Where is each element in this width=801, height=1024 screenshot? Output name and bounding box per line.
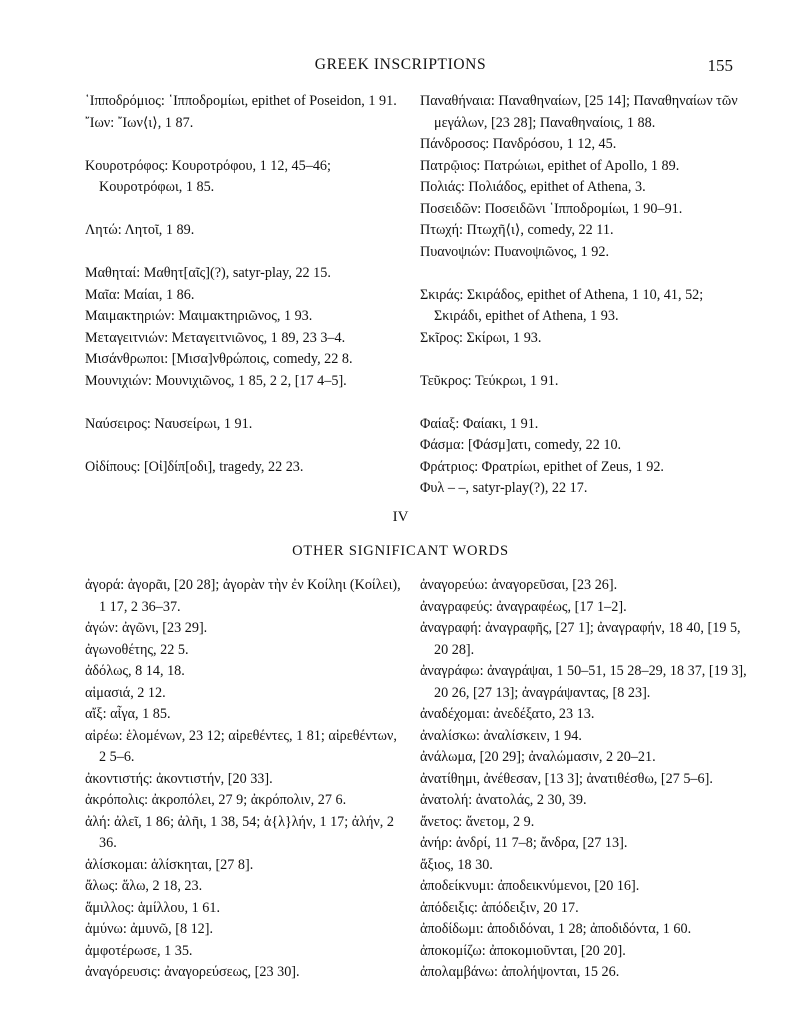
index-entry: ἀπολαμβάνω: ἀπολήψονται, 15 26.	[420, 964, 620, 980]
index-entry: ἅμιλλος: ἁμίλλου, 1 61.	[85, 899, 221, 916]
index-entry: ἀνατολή: ἀνατολάς, 2 30, 39.	[420, 792, 587, 808]
words-column-left	[85, 575, 405, 984]
index-entry: ἀναγράφω: ἀναγράψαι, 1 50–51, 15 28–29, 18 37, [19 3], 20 26, [27 13]; ἀναγράψαντας, [8 23].	[420, 663, 747, 701]
index-entry: ἀδόλως, 8 14, 18.	[85, 663, 185, 679]
index-entry: Μεταγειτνιών: Μεταγειτνιῶνος, 1 89, 23 3–4.	[85, 329, 346, 346]
index-entry: Φράτριος: Φρατρίωι, epithet of Zeus, 1 92.	[420, 458, 664, 475]
index-entry: ἀναγορεύω: ἀναγορεῦσαι, [23 26].	[420, 577, 618, 593]
index-entry: Τεῦκρος: Τεύκρωι, 1 91.	[420, 372, 559, 389]
index-entry: ἄλως: ἅλω, 2 18, 23.	[85, 878, 203, 894]
index-entry: ῾Ιπποδρόμιος: ῾Ιπποδρομίωι, epithet of Poseidon, 1 91.	[85, 93, 397, 109]
index-entry: ἀναγόρευσις: ἀναγορεύσεως, [23 30].	[85, 964, 300, 980]
index-entry: ἀναγραφή: ἀναγραφῆς, [27 1]; ἀναγραφήν, 18 40, [19 5, 20 28].	[420, 620, 741, 658]
index-entry: Μαιμακτηριών: Μαιμακτηριῶνος, 1 93.	[85, 308, 313, 324]
index-entry: Πυανοψιών: Πυανοψιῶνος, 1 92.	[420, 243, 609, 260]
index-entry: ἄξιος, 18 30.	[420, 856, 493, 873]
index-entry: ἀκρόπολις: ἀκροπόλει, 27 9; ἀκρόπολιν, 27 6.	[85, 792, 347, 808]
index-entry: ἀμφοτέρωσε, 1 35.	[85, 942, 193, 959]
index-entry: Πτωχή: Πτωχῆ⟨ι⟩, comedy, 22 11.	[420, 222, 614, 238]
index-entry: ἁλίσκομαι: ἁλίσκηται, [27 8].	[85, 856, 254, 873]
index-entry: ἀνήρ: ἀνδρί, 11 7–8; ἄνδρα, [27 13].	[420, 835, 628, 851]
index-entry: ἀγών: ἀγῶνι, [23 29].	[85, 620, 208, 636]
index-entry: ἀναδέχομαι: ἀνεδέξατο, 23 13.	[420, 706, 595, 722]
index-entry: ἀπόδειξις: ἀπόδειξιν, 20 17.	[420, 899, 579, 916]
index-entry: ἀκοντιστής: ἀκοντιστήν, [20 33].	[85, 770, 273, 787]
index-entry: Μουνιχιών: Μουνιχιῶνος, 1 85, 2 2, [17 4–5].	[85, 372, 347, 389]
index-entry: Φυλ – –, satyr-play(?), 22 17.	[420, 480, 588, 496]
index-entry: αἴξ: αἶγα, 1 85.	[85, 706, 171, 722]
index-entry: ἀναγραφεύς: ἀναγραφέως, [17 1–2].	[420, 598, 627, 615]
running-title: GREEK INSCRIPTIONS	[314, 56, 487, 73]
page-header	[0, 56, 801, 78]
index-entry: Σκιράς: Σκιράδος, epithet of Athena, 1 10, 41, 52; Σκιράδι, epithet of Athena, 1 93.	[420, 286, 704, 324]
section-title: OTHER SIGNIFICANT WORDS	[292, 543, 509, 559]
index-entry: Πολιάς: Πολιάδος, epithet of Athena, 3.	[420, 179, 646, 195]
index-entry: ἄνετος: ἄνετομ, 2 9.	[420, 813, 535, 830]
index-entry: Λητώ: Λητοῖ, 1 89.	[85, 222, 195, 238]
index-entry: Κουροτρόφος: Κουροτρόφου, 1 12, 45–46; Κουροτρόφωι, 1 85.	[85, 157, 331, 195]
index-entry: Πατρῷιος: Πατρώιωι, epithet of Apollo, 1 89.	[420, 157, 680, 174]
index-entry: ἀνάλωμα, [20 29]; ἀναλώμασιν, 2 20–21.	[420, 749, 656, 765]
index-entry: ἀποκομίζω: ἀποκομιοῦνται, [20 20].	[420, 942, 626, 959]
index-entry: Μαῖα: Μαίαι, 1 86.	[85, 286, 195, 303]
index-entry: Σκῖρος: Σκίρωι, 1 93.	[420, 329, 542, 346]
index-entry: Πάνδροσος: Πανδρόσου, 1 12, 45.	[420, 136, 617, 152]
index-entry: ἀγορά: ἀγορᾶι, [20 28]; ἀγορὰν τὴν ἐν Κοίληι (Κοίλει), 1 17, 2 36–37.	[85, 577, 401, 615]
index-entry: ἀνατίθημι, ἀνέθεσαν, [13 3]; ἀνατιθέσθω, [27 5–6].	[420, 770, 713, 787]
index-entry: Φάσμα: [Φάσμ]ατι, comedy, 22 10.	[420, 437, 622, 453]
index-entry: Μαθηταί: Μαθητ[αῖς](?), satyr-play, 22 15.	[85, 265, 331, 281]
index-entry: ἀναλίσκω: ἀναλίσκειν, 1 94.	[420, 727, 582, 744]
words-column-right	[420, 575, 750, 984]
index-entry: ἀποδείκνυμι: ἀποδεικνύμενοι, [20 16].	[420, 878, 640, 894]
index-entry: Οἰδίπους: [Οἰ]δίπ[οδι], tragedy, 22 23.	[85, 458, 304, 475]
index-entry: ἀποδίδωμι: ἀποδιδόναι, 1 28; ἀποδιδόντα, 1 60.	[420, 921, 692, 937]
index-entry: ῎Ιων: ῎Ιων⟨ι⟩, 1 87.	[85, 114, 194, 131]
index-entry: ἀγωνοθέτης, 22 5.	[85, 641, 189, 658]
index-entry: Μισάνθρωποι: [Μισα]νθρώποις, comedy, 22 8.	[85, 351, 353, 367]
index-entry: αἱμασιά, 2 12.	[85, 684, 166, 701]
index-entry: αἱρέω: ἑλομένων, 23 12; αἱρεθέντες, 1 81; αἱρεθέντων, 2 5–6.	[85, 727, 397, 765]
index-entry: Παναθήναια: Παναθηναίων, [25 14]; Παναθηναίων τῶν μεγάλων, [23 28]; Παναθηναίοις, 1 88.	[420, 93, 738, 131]
index-entry: Ναύσειρος: Ναυσείρωι, 1 91.	[85, 415, 253, 432]
index-entry: Φαίαξ: Φαίακι, 1 91.	[420, 415, 539, 432]
names-column-left	[85, 91, 405, 478]
names-column-right	[420, 91, 750, 500]
section-number: IV	[392, 509, 409, 525]
page-number: 155	[707, 56, 733, 75]
index-entry: Ποσειδῶν: Ποσειδῶνι ῾Ιπποδρομίωι, 1 90–91.	[420, 200, 683, 217]
index-entry: ἀμύνω: ἀμυνῶ, [8 12].	[85, 921, 214, 937]
index-entry: ἀλή: ἀλεῖ, 1 86; ἀλῆι, 1 38, 54; ἀ{λ}λήν, 1 17; ἀλήν, 2 36.	[85, 813, 394, 851]
